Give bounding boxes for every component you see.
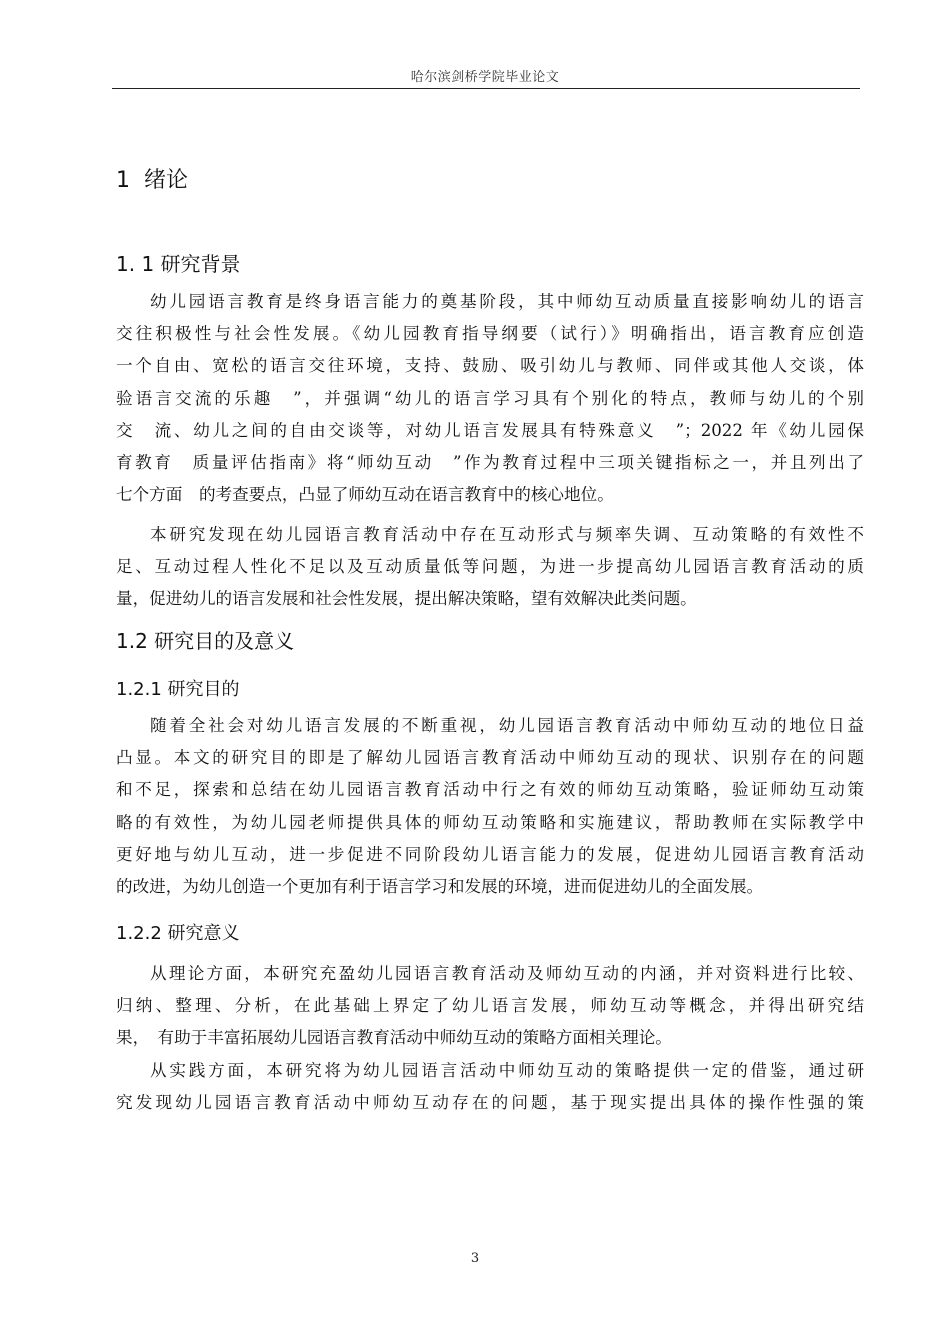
chapter-heading	[116, 163, 188, 194]
paragraph-line: 本研究发现在幼儿园语言教育活动中存在互动形式与频率失调、互动策略的有效性不	[150, 525, 864, 544]
chapter-title: 绪论	[144, 168, 189, 193]
paragraph-line: 足、互动过程人性化不足以及互动质量低等问题，为进一步提高幼儿园语言教育活动的质	[116, 557, 864, 577]
paragraph-purpose	[116, 710, 864, 903]
paragraph-line: 果， 有助于丰富拓展幼儿园语言教育活动中师幼互动的策略方面相关理论。	[116, 1028, 672, 1048]
paragraph-background-2	[116, 519, 864, 616]
section-heading-1-1: 1. 1 研究背景	[116, 252, 241, 276]
paragraph-line: 随着全社会对幼儿语言发展的不断重视，幼儿园语言教育活动中师幼互动的地位日益	[150, 716, 864, 735]
paragraph-line: 归纳、整理、分析，在此基础上界定了幼儿语言发展，师幼互动等概念，并得出研究结	[116, 996, 864, 1016]
paragraph-line: 交往积极性与社会性发展。《幼儿园教育指导纲要（试行）》明确指出，语言教育应创造	[116, 324, 864, 344]
paragraph-line: 从实践方面，本研究将为幼儿园语言活动中师幼互动的策略提供一定的借鉴，通过研	[150, 1061, 864, 1080]
subsection-heading-1-2-1: 1.2.1 研究目的	[116, 679, 240, 700]
header-divider	[112, 88, 860, 89]
paragraph-line: 和不足，探索和总结在幼儿园语言教育活动中行之有效的师幼互动策略，验证师幼互动策	[116, 780, 864, 800]
paragraph-significance-theory	[116, 958, 864, 1055]
paragraph-line: 幼儿园语言教育是终身语言能力的奠基阶段，其中师幼互动质量直接影响幼儿的语言	[150, 292, 864, 311]
paragraph-line: 育教育 质量评估指南》将“师幼互动 ”作为教育过程中三项关键指标之一，并且列出了	[116, 453, 864, 473]
paragraph-background-1	[116, 286, 864, 511]
paragraph-line: 量，促进幼儿的语言发展和社会性发展，提出解决策略，望有效解决此类问题。	[116, 589, 697, 609]
page-number: 3	[470, 1251, 480, 1266]
chapter-number: 1	[116, 168, 130, 193]
paragraph-line: 七个方面 的考查要点，凸显了师幼互动在语言教育中的核心地位。	[116, 485, 614, 505]
paragraph-line: 验语言交流的乐趣 ”，并强调“幼儿的语言学习具有个别化的特点，教师与幼儿的个别	[116, 388, 864, 408]
paragraph-line: 一个自由、宽松的语言交往环境，支持、鼓励、吸引幼儿与教师、同伴或其他人交谈，体	[116, 356, 864, 376]
paragraph-line: 更好地与幼儿互动，进一步促进不同阶段幼儿语言能力的发展，促进幼儿园语言教育活动	[116, 844, 864, 864]
paragraph-line: 的改进，为幼儿创造一个更加有利于语言学习和发展的环境，进而促进幼儿的全面发展。	[116, 877, 764, 897]
subsection-heading-1-2-2: 1.2.2 研究意义	[116, 923, 240, 944]
paragraph-line: 从理论方面，本研究充盈幼儿园语言教育活动及师幼互动的内涵，并对资料进行比较、	[150, 964, 864, 983]
running-header: 哈尔滨剑桥学院毕业论文	[410, 70, 560, 85]
section-heading-1-2: 1.2 研究目的及意义	[116, 629, 295, 653]
paragraph-line: 略的有效性，为幼儿园老师提供具体的师幼互动策略和实施建议，帮助教师在实际教学中	[116, 812, 864, 832]
paragraph-line: 交 流、幼儿之间的自由交谈等，对幼儿语言发展具有特殊意义 ”；2022 年《幼儿园保	[116, 420, 864, 440]
paragraph-significance-practice	[116, 1055, 864, 1119]
paragraph-line: 凸显。本文的研究目的即是了解幼儿园语言教育活动中师幼互动的现状、识别存在的问题	[116, 748, 864, 768]
paragraph-line: 究发现幼儿园语言教育活动中师幼互动存在的问题，基于现实提出具体的操作性强的策	[116, 1093, 864, 1113]
